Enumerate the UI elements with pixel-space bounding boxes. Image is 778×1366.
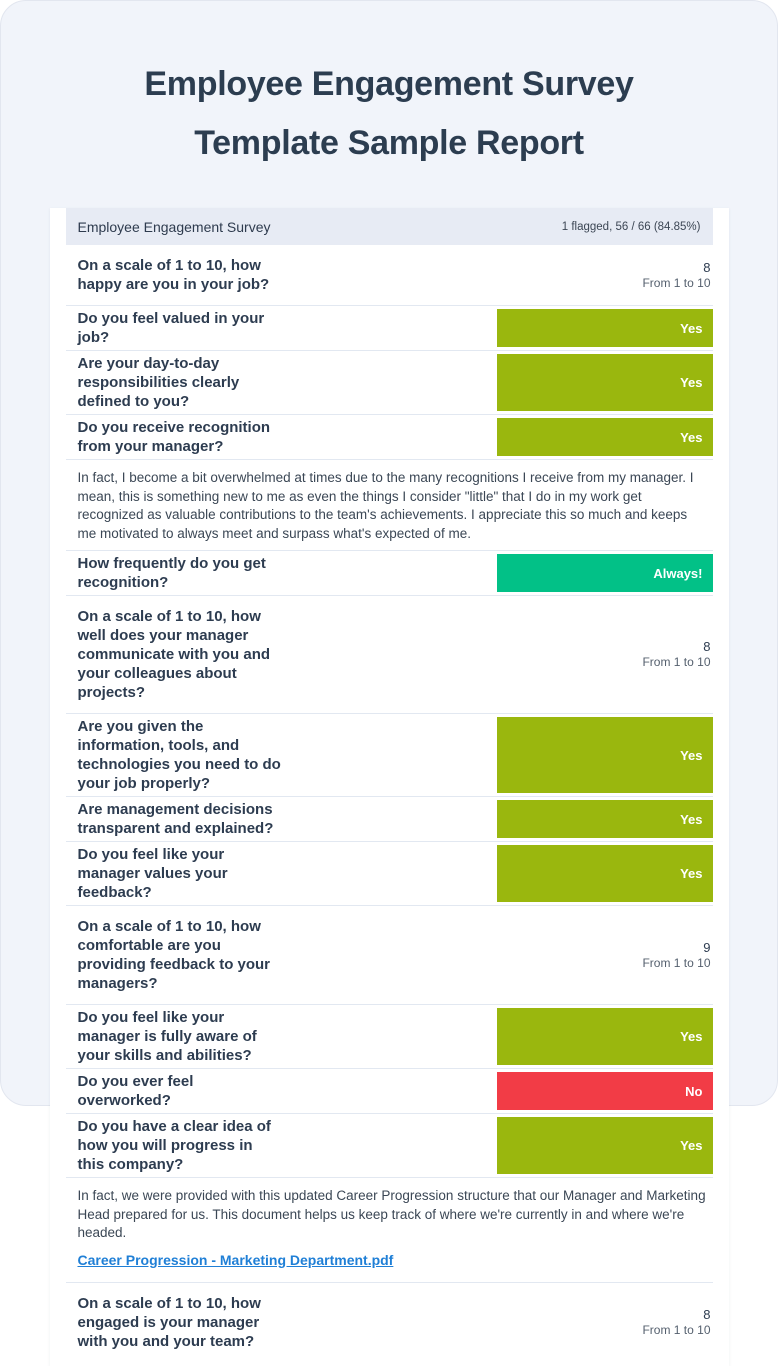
row-spacer [292, 256, 497, 294]
answer-label: Yes [680, 1029, 703, 1044]
question-row [66, 1113, 713, 1177]
answer-note-text: In fact, we were provided with this updated Career Progression structure that our Manager and Marketing Head prepared for us. This document helps us keep track of where we're currently in and where we're headed. [77, 1188, 706, 1240]
answer-label: No [685, 1083, 703, 1099]
answer-bar [497, 418, 713, 456]
answer-bar [497, 800, 713, 838]
scale-value: 8 [703, 1306, 711, 1322]
question-row [66, 550, 713, 595]
report-header-summary: 1 flagged, 56 / 66 (84.85%) [561, 220, 701, 233]
row-spacer [292, 1117, 497, 1174]
question-text: Do you have a clear idea of how you will progress in this company? [77, 1118, 271, 1173]
answer-label: Yes [680, 429, 703, 445]
question-row [66, 905, 713, 1004]
answer-label: Yes [680, 747, 703, 763]
answer-note-row [66, 459, 713, 550]
question-text: On a scale of 1 to 10, how comfortable are you providing feedback to your managers? [77, 918, 271, 992]
question-row [66, 1004, 713, 1068]
scale-range-label: From 1 to 10 [642, 655, 711, 669]
scale-answer [497, 607, 713, 702]
answer-bar [497, 1008, 713, 1065]
answer-label: Yes [680, 811, 703, 827]
question-row [66, 1282, 713, 1362]
scale-answer [497, 1294, 713, 1351]
row-spacer [292, 800, 497, 838]
page-title-line2: Template Sample Report [194, 124, 584, 162]
scale-value: 8 [703, 259, 711, 275]
scale-answer [497, 917, 713, 993]
question-text: On a scale of 1 to 10, how happy are you in your job? [77, 257, 270, 293]
question-text: Are management decisions transparent and explained? [77, 801, 274, 837]
row-spacer [292, 354, 497, 411]
scale-range-label: From 1 to 10 [642, 1322, 711, 1337]
row-spacer [292, 1008, 497, 1065]
row-spacer [292, 1294, 497, 1351]
report-card [50, 208, 729, 1366]
row-spacer [292, 554, 497, 592]
question-text: Do you feel like your manager values your feedback? [77, 846, 228, 901]
question-text: How frequently do you get recognition? [77, 555, 266, 591]
row-spacer [292, 917, 497, 993]
answer-bar [497, 309, 713, 347]
row-spacer [292, 607, 497, 702]
question-row [66, 350, 713, 414]
answer-bar [497, 717, 713, 793]
question-text: Are you given the information, tools, and technologies you need to do your job properly? [77, 718, 281, 792]
question-text: Do you feel like your manager is fully aware of your skills and abilities? [77, 1009, 257, 1064]
question-list [66, 245, 713, 1366]
question-text: On a scale of 1 to 10, how well does your manager communicate with you and your colleagues about projects? [77, 608, 271, 701]
report-header-title: Employee Engagement Survey [77, 218, 271, 235]
question-row [66, 713, 713, 796]
answer-label: Yes [680, 1138, 703, 1153]
answer-bar [497, 354, 713, 411]
report-header [66, 208, 713, 245]
answer-note-text: In fact, I become a bit overwhelmed at times due to the many recognitions I receive from my manager. I mean, this is something new to me as even the things I consider "little" that I do in my work get recognized as valuable contributions to the team's achievements. I appreciate this so much and keeps me motivated to always meet and surpass what's expected of me. [77, 470, 694, 541]
scale-range-label: From 1 to 10 [642, 275, 711, 290]
question-text: Do you feel valued in your job? [77, 310, 265, 346]
question-row [66, 595, 713, 713]
row-spacer [292, 717, 497, 793]
question-text: Do you receive recognition from your manager? [77, 419, 271, 455]
page-title-line1: Employee Engagement Survey [144, 65, 634, 103]
row-spacer [292, 845, 497, 902]
answer-bar [497, 1072, 713, 1110]
row-spacer [292, 418, 497, 456]
answer-label: Yes [680, 866, 703, 881]
question-row [66, 1068, 713, 1113]
question-text: On a scale of 1 to 10, how engaged is your manager with you and your team? [77, 1294, 261, 1350]
answer-bar [497, 845, 713, 902]
answer-note-row [66, 1177, 713, 1250]
question-row [66, 414, 713, 459]
question-text: Are your day-to-day responsibilities clearly defined to you? [77, 355, 240, 410]
row-spacer [292, 1072, 497, 1110]
answer-bar [497, 1117, 713, 1174]
answer-label: Yes [680, 320, 703, 336]
question-row [66, 245, 713, 305]
scale-answer [497, 256, 713, 294]
scale-range-label: From 1 to 10 [642, 955, 711, 970]
question-row [66, 305, 713, 350]
answer-bar [497, 554, 713, 592]
scale-value: 8 [703, 639, 711, 654]
answer-label: Yes [680, 375, 703, 390]
attachment-row [66, 1250, 713, 1282]
row-spacer [292, 309, 497, 347]
question-row [66, 796, 713, 841]
question-text: Do you ever feel overworked? [77, 1073, 194, 1109]
page-title [1, 55, 777, 173]
question-row [66, 841, 713, 905]
attachment-link[interactable]: Career Progression - Marketing Department.pdf [77, 1251, 394, 1268]
answer-label: Always! [653, 565, 703, 581]
scale-value: 9 [703, 939, 711, 955]
